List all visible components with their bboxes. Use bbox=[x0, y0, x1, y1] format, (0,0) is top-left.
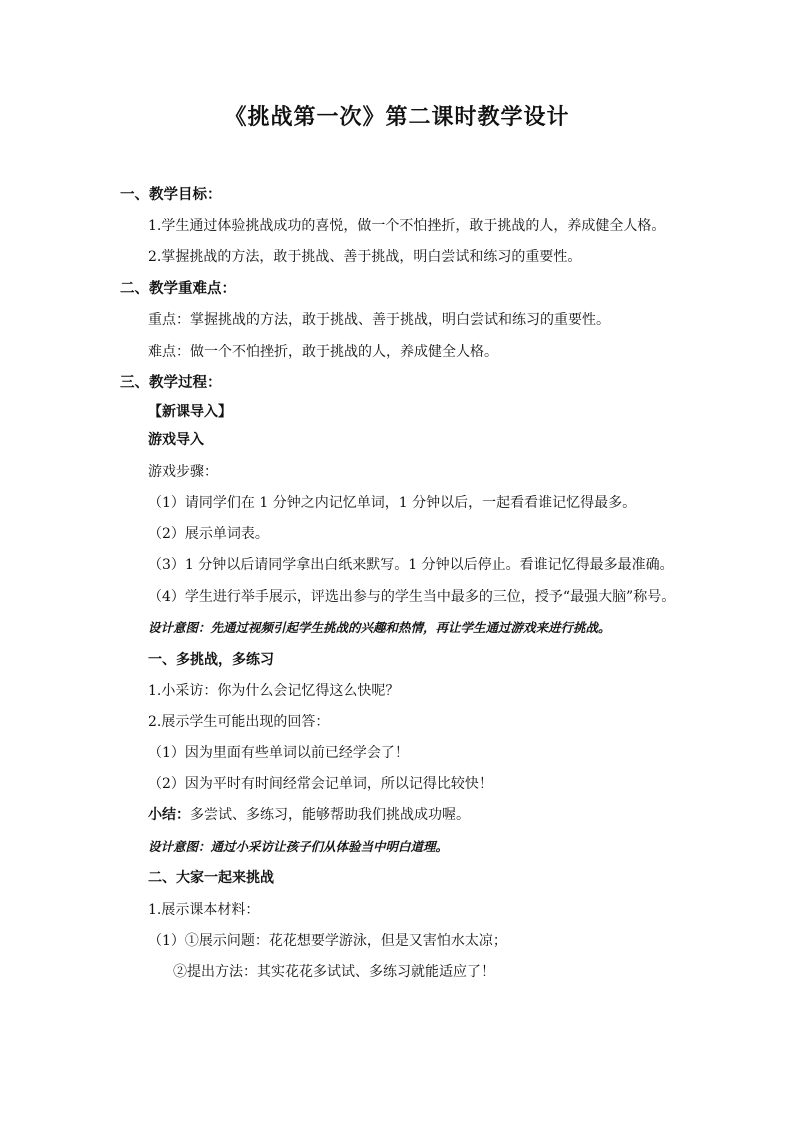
material-item-2: ②提出方法：其实花花多试试、多练习就能适应了！ bbox=[173, 964, 495, 980]
key-point: 重点：掌握挑战的方法，敢于挑战、善于挑战，明白尝试和练习的重要性。 bbox=[148, 312, 610, 328]
game-step-3: （3）1 分钟以后请同学拿出白纸来默写。1 分钟以后停止。看谁记忆得最多最准确。 bbox=[148, 557, 674, 573]
answer-2: （2）因为平时有时间经常会记单词，所以记得比较快！ bbox=[148, 776, 493, 792]
keypoints-heading: 二、教学重难点： bbox=[120, 280, 236, 297]
show-answers-label: 2.展示学生可能出现的回答： bbox=[148, 714, 330, 730]
game-intro-heading: 游戏导入 bbox=[148, 432, 204, 448]
design-intent-2: 设计意图：通过小采访让孩子们从体验当中明白道理。 bbox=[148, 839, 449, 854]
part-1-heading: 一、多挑战，多练习 bbox=[148, 652, 274, 668]
game-step-4: （4）学生进行举手展示，评选出参与的学生当中最多的三位，授予“最强大脑”称号。 bbox=[148, 589, 676, 605]
part-2-heading: 二、大家一起来挑战 bbox=[148, 870, 274, 886]
objective-2: 2.掌握挑战的方法，敢于挑战、善于挑战，明白尝试和练习的重要性。 bbox=[148, 249, 582, 265]
show-material-label: 1.展示课本材料： bbox=[148, 902, 260, 918]
summary-text: 多尝试、多练习，能够帮助我们挑战成功喔。 bbox=[190, 807, 470, 823]
process-heading: 三、教学过程： bbox=[120, 374, 222, 391]
design-intent-1: 设计意图：先通过视频引起学生挑战的兴趣和热情，再让学生通过游戏来进行挑战。 bbox=[148, 620, 611, 635]
interview-question: 1.小采访：你为什么会记忆得这么快呢？ bbox=[148, 683, 400, 699]
game-step-1: （1）请同学们在 1 分钟之内记忆单词，1 分钟以后，一起看看谁记忆得最多。 bbox=[148, 495, 637, 511]
game-steps-label: 游戏步骤： bbox=[148, 464, 218, 480]
summary-label: 小结： bbox=[148, 807, 190, 823]
difficult-point: 难点：做一个不怕挫折，敢于挑战的人，养成健全人格。 bbox=[148, 344, 498, 360]
new-lesson-heading: 【新课导入】 bbox=[148, 404, 232, 420]
answer-1: （1）因为里面有些单词以前已经学会了！ bbox=[148, 745, 409, 761]
objective-1: 1.学生通过体验挑战成功的喜悦，做一个不怕挫折，敢于挑战的人，养成健全人格。 bbox=[148, 218, 666, 234]
summary-line bbox=[148, 805, 470, 825]
document-title: 《挑战第一次》第二课时教学设计 bbox=[224, 104, 570, 130]
game-step-2: （2）展示单词表。 bbox=[148, 526, 269, 542]
material-item-1: （1）①展示问题：花花想要学游泳，但是又害怕水太凉； bbox=[148, 933, 507, 949]
objectives-heading: 一、教学目标： bbox=[120, 186, 222, 203]
